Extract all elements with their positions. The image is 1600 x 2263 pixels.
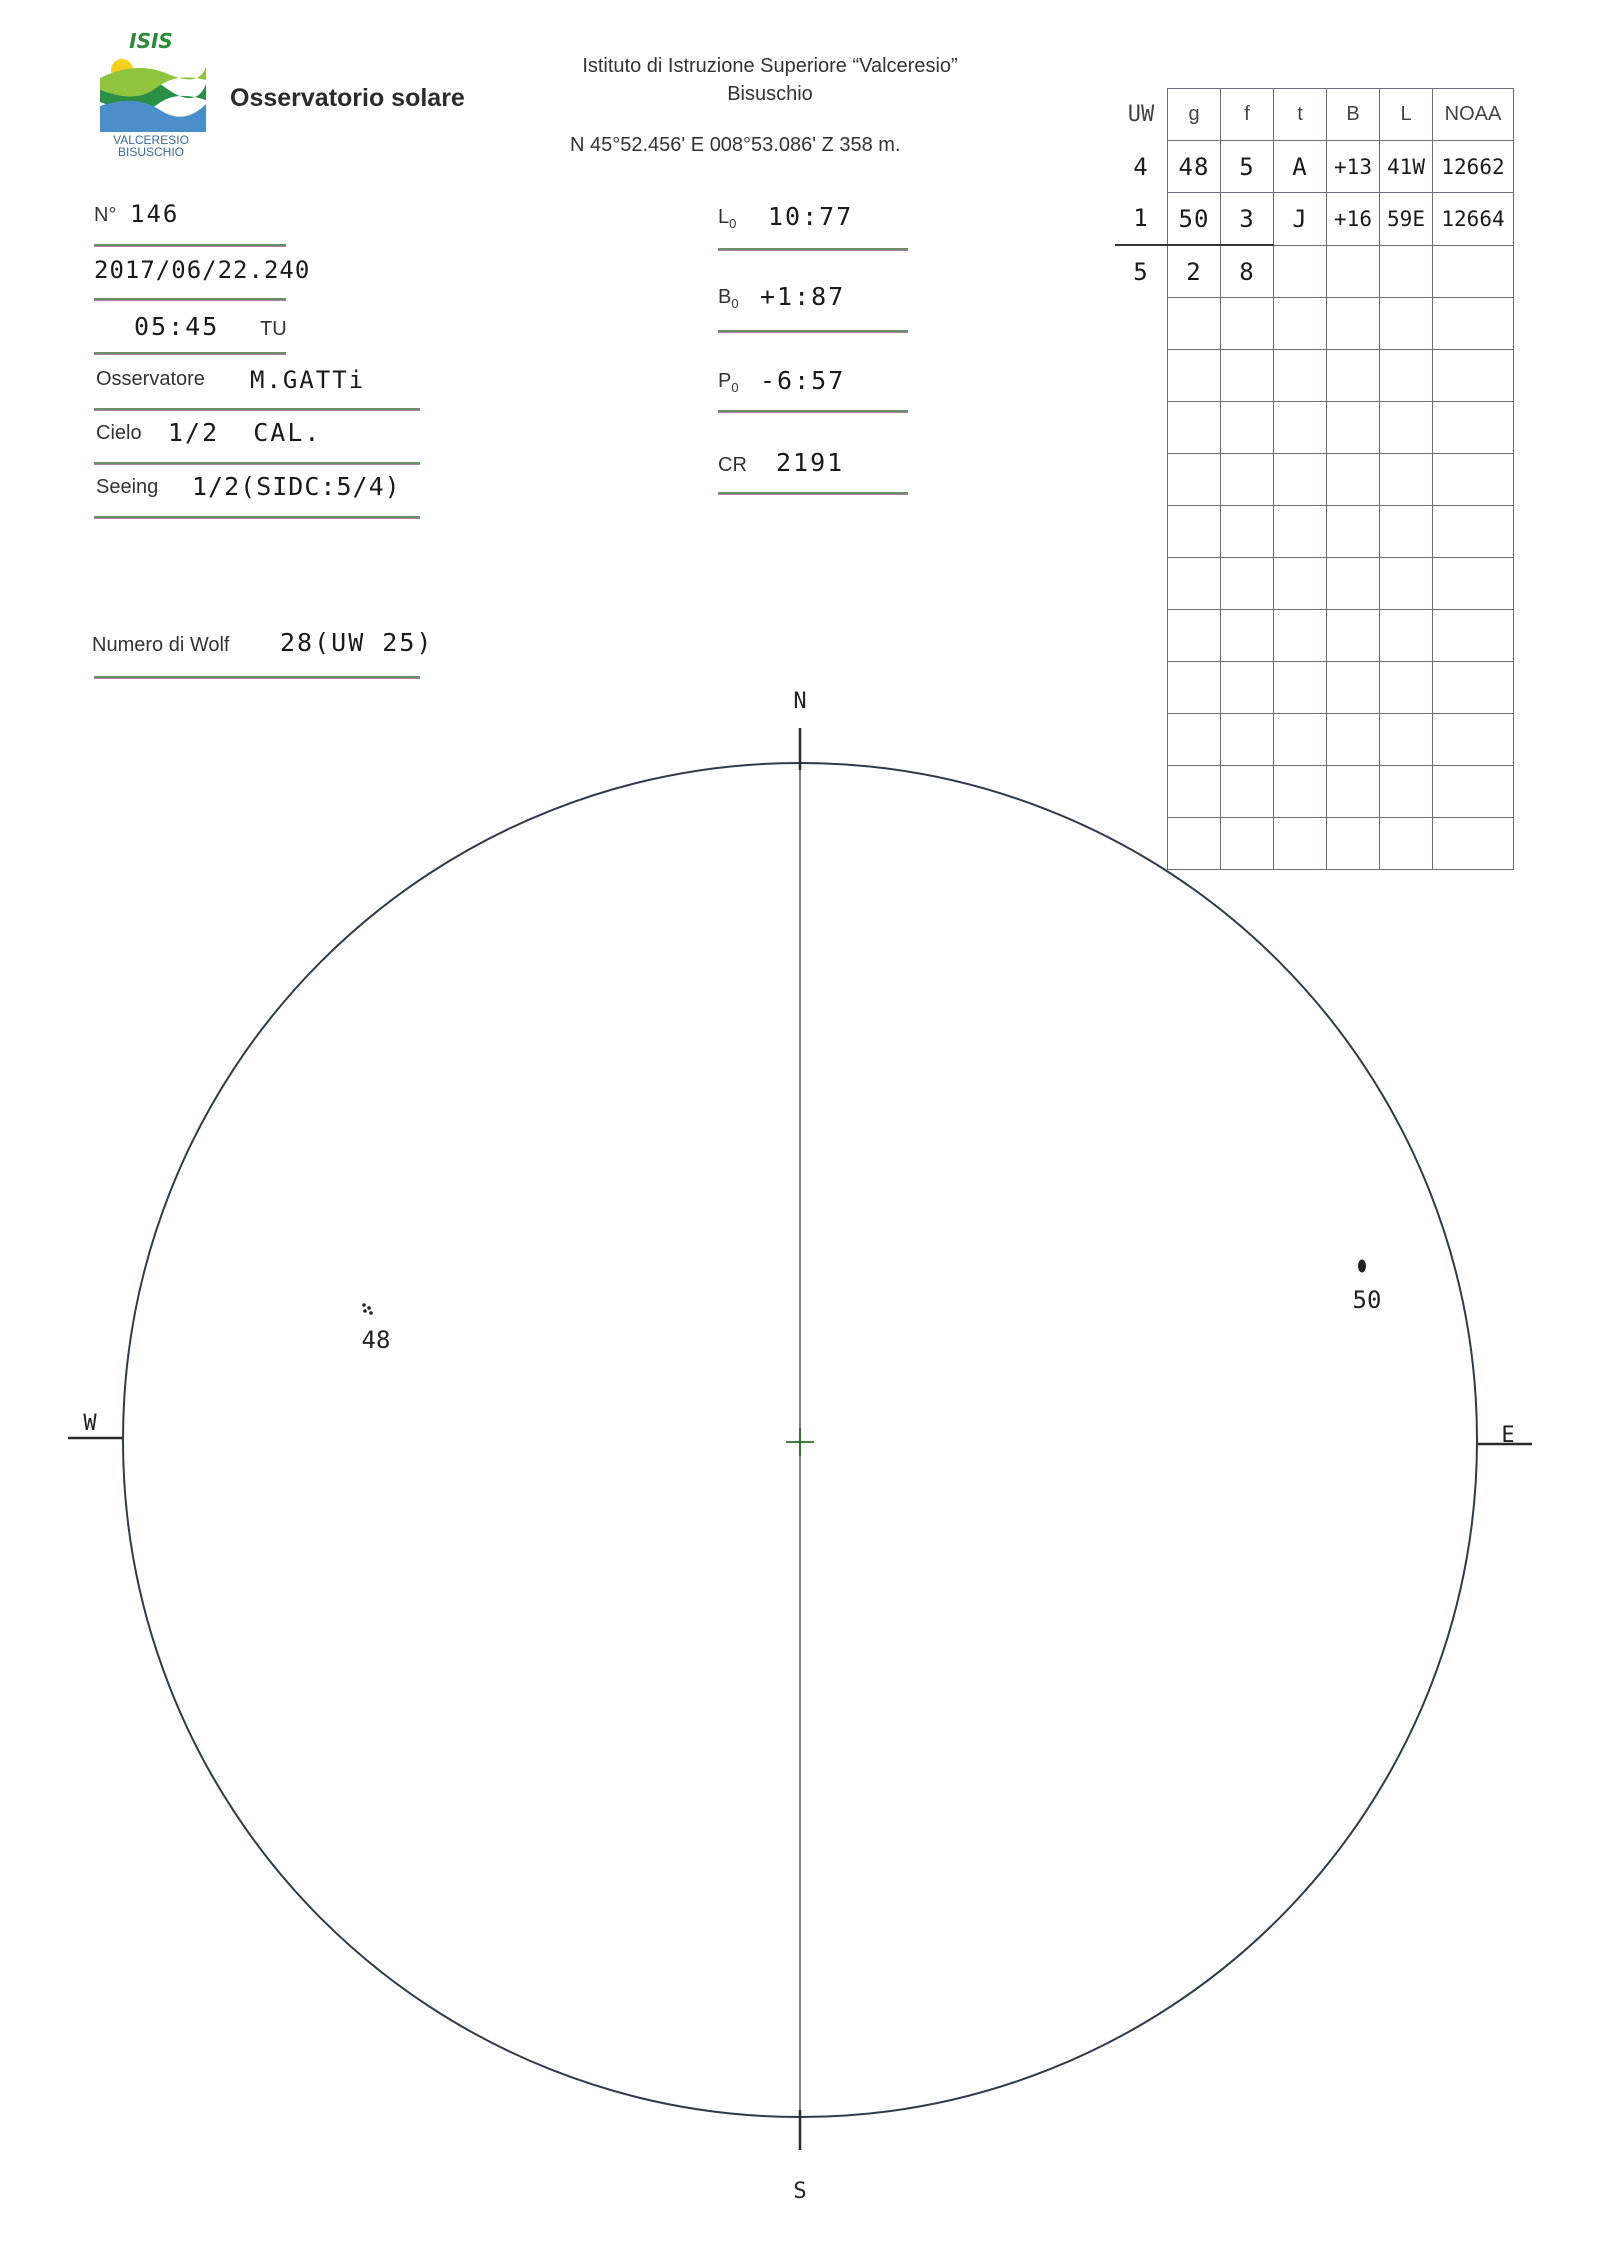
- seeing-value: 1/2(SIDC:5/4): [192, 472, 401, 501]
- number-value: 146: [130, 200, 180, 228]
- spot-48-b: [367, 1306, 371, 1310]
- north-label: N: [793, 689, 807, 714]
- south-label: S: [793, 2179, 807, 2204]
- table-cell: 48: [1168, 141, 1221, 193]
- table-cell: A: [1274, 141, 1327, 193]
- l0-value: 10:77: [768, 202, 854, 231]
- table-cell: 5: [1221, 141, 1274, 193]
- table-cell: 4: [1133, 152, 1149, 181]
- logo-text-valceresio: VALCERESIO: [113, 133, 189, 147]
- number-label: N°: [94, 204, 117, 226]
- table-cell: +13: [1327, 141, 1380, 193]
- date-value: 2017/06/22.240: [94, 256, 311, 284]
- sky-label: Cielo: [96, 422, 142, 444]
- time-unit: TU: [260, 318, 287, 340]
- table-header-f: f: [1221, 89, 1274, 141]
- table-cell: 1: [1133, 204, 1149, 233]
- table-cell: J: [1274, 193, 1327, 246]
- table-total-cell: 8: [1221, 245, 1274, 298]
- table-cell: +16: [1327, 193, 1380, 246]
- wolf-value: 28(UW 25): [280, 628, 434, 657]
- site-coordinates: N 45°52.456' E 008°53.086' Z 358 m.: [570, 134, 901, 156]
- table-total-cell: 5: [1115, 245, 1168, 298]
- group-48-label: 48: [361, 1326, 391, 1354]
- institute-town: Bisuschio: [727, 83, 813, 105]
- seeing-label: Seeing: [96, 476, 159, 498]
- table-header-t: t: [1274, 89, 1327, 141]
- l0-label: $L_0$: [718, 206, 737, 231]
- west-label: W: [83, 1411, 97, 1436]
- p0-value: -6:57: [760, 366, 846, 395]
- table-cell: 50: [1168, 193, 1221, 246]
- spot-48-c: [363, 1309, 367, 1313]
- east-label: E: [1501, 1423, 1515, 1448]
- table-cell: 3: [1221, 193, 1274, 246]
- logo-text-bisuschio: BISUSCHIO: [117, 145, 185, 159]
- page-title: Osservatorio solare: [230, 84, 465, 112]
- b0-value: +1:87: [760, 282, 846, 311]
- wolf-label: Numero di Wolf: [92, 634, 230, 656]
- institute-name: Istituto di Istruzione Superiore “Valceresio”: [582, 55, 958, 77]
- table-cell: 12664: [1433, 193, 1514, 246]
- b0-label: $B_0$: [718, 286, 739, 311]
- spot-48-d: [369, 1311, 373, 1315]
- table-header-b: B: [1327, 89, 1380, 141]
- cr-value: 2191: [776, 448, 845, 477]
- sky-value: 1/2 CAL.: [168, 418, 322, 447]
- table-header-g: g: [1168, 89, 1221, 141]
- table-total-cell: 2: [1168, 245, 1221, 298]
- group-50-label: 50: [1352, 1286, 1382, 1314]
- table-cell: 59E: [1380, 193, 1433, 246]
- table-cell: 12662: [1433, 141, 1514, 193]
- time-value: 05:45: [134, 312, 220, 341]
- observer-value: M.GATTi: [250, 366, 366, 394]
- logo-text-isis: ISIS: [129, 30, 173, 53]
- observer-label: Osservatore: [96, 368, 205, 390]
- spot-50: [1358, 1260, 1366, 1273]
- p0-label: $P_0$: [718, 370, 739, 395]
- table-cell: 41W: [1380, 141, 1433, 193]
- cr-label: CR: [718, 454, 747, 476]
- table-header-noaa: NOAA: [1433, 89, 1514, 141]
- table-header-l: L: [1380, 89, 1433, 141]
- spot-48-a: [362, 1303, 366, 1307]
- table-header-uw: UW: [1127, 102, 1155, 127]
